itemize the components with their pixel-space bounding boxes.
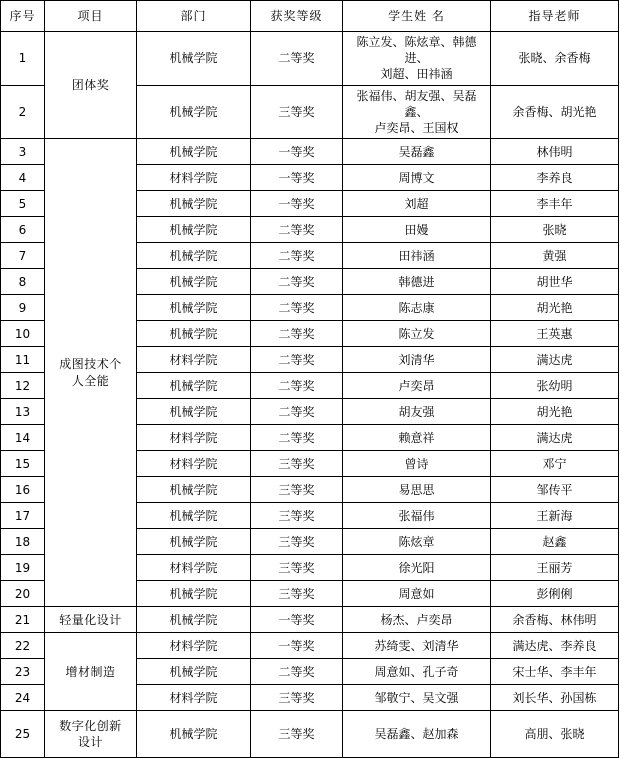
cell-student-line: 刘超 bbox=[404, 196, 429, 211]
cell-level: 二等奖 bbox=[251, 425, 343, 451]
cell-level: 三等奖 bbox=[251, 85, 343, 139]
cell-teacher-line: 邓宁 bbox=[542, 456, 567, 471]
cell-student bbox=[343, 269, 491, 295]
cell-seq: 18 bbox=[1, 529, 45, 555]
cell-student-line: 陈立发 bbox=[398, 326, 435, 341]
table-row bbox=[1, 633, 619, 659]
cell-student-line: 张福伟、胡友强、吴磊鑫、 bbox=[356, 88, 477, 119]
cell-teacher-line: 刘长华、孙国栋 bbox=[512, 690, 597, 705]
cell-seq: 10 bbox=[1, 321, 45, 347]
cell-student-line: 易思思 bbox=[398, 482, 435, 497]
cell-student-line: 卢奕昂 bbox=[398, 378, 435, 393]
cell-teacher-line: 张幼明 bbox=[536, 378, 573, 393]
cell-item-group bbox=[45, 139, 137, 607]
cell-teacher bbox=[491, 529, 619, 555]
cell-level: 三等奖 bbox=[251, 581, 343, 607]
cell-teacher-line: 黄强 bbox=[542, 248, 567, 263]
cell-student-line: 韩德进 bbox=[398, 274, 435, 289]
cell-level: 二等奖 bbox=[251, 269, 343, 295]
cell-student-line: 曾诗 bbox=[404, 456, 429, 471]
cell-teacher-line: 彭俐俐 bbox=[536, 586, 573, 601]
cell-dept: 材料学院 bbox=[137, 425, 251, 451]
cell-teacher-line: 胡光艳 bbox=[536, 404, 573, 419]
cell-dept: 机械学院 bbox=[137, 243, 251, 269]
column-header-student: 学生姓 名 bbox=[343, 1, 491, 32]
cell-student bbox=[343, 425, 491, 451]
cell-seq: 20 bbox=[1, 581, 45, 607]
cell-dept: 机械学院 bbox=[137, 581, 251, 607]
cell-dept: 材料学院 bbox=[137, 165, 251, 191]
cell-seq: 8 bbox=[1, 269, 45, 295]
cell-student bbox=[343, 191, 491, 217]
cell-teacher-line: 满达虎 bbox=[536, 352, 573, 367]
cell-dept: 机械学院 bbox=[137, 32, 251, 86]
cell-item-group bbox=[45, 711, 137, 758]
cell-teacher-line: 赵鑫 bbox=[542, 534, 567, 549]
cell-dept: 机械学院 bbox=[137, 269, 251, 295]
cell-teacher bbox=[491, 555, 619, 581]
cell-teacher-line: 高朋、张晓 bbox=[524, 727, 585, 742]
cell-dept: 机械学院 bbox=[137, 529, 251, 555]
cell-teacher bbox=[491, 269, 619, 295]
cell-student-line: 刘清华 bbox=[398, 352, 435, 367]
cell-student bbox=[343, 451, 491, 477]
cell-seq: 22 bbox=[1, 633, 45, 659]
cell-student bbox=[343, 607, 491, 633]
cell-level: 三等奖 bbox=[251, 477, 343, 503]
table-row bbox=[1, 711, 619, 758]
cell-item-group bbox=[45, 607, 137, 633]
cell-student bbox=[343, 633, 491, 659]
cell-seq: 6 bbox=[1, 217, 45, 243]
cell-seq: 16 bbox=[1, 477, 45, 503]
cell-dept: 机械学院 bbox=[137, 373, 251, 399]
cell-dept: 机械学院 bbox=[137, 607, 251, 633]
cell-teacher bbox=[491, 191, 619, 217]
cell-dept: 机械学院 bbox=[137, 295, 251, 321]
cell-student-line: 胡友强 bbox=[398, 404, 435, 419]
cell-level: 二等奖 bbox=[251, 347, 343, 373]
column-header-teacher: 指导老师 bbox=[491, 1, 619, 32]
cell-level: 一等奖 bbox=[251, 191, 343, 217]
cell-student bbox=[343, 139, 491, 165]
cell-level: 一等奖 bbox=[251, 139, 343, 165]
cell-teacher bbox=[491, 399, 619, 425]
cell-student bbox=[343, 32, 491, 86]
cell-student bbox=[343, 477, 491, 503]
cell-seq: 14 bbox=[1, 425, 45, 451]
cell-teacher bbox=[491, 581, 619, 607]
cell-student-line: 周意如 bbox=[398, 586, 435, 601]
cell-teacher-line: 李养良 bbox=[536, 170, 573, 185]
cell-item-group-line: 数字化创新 bbox=[59, 718, 122, 733]
column-header-item: 项目 bbox=[45, 1, 137, 32]
cell-level: 二等奖 bbox=[251, 659, 343, 685]
cell-item-group-line: 成图技术个 bbox=[59, 357, 122, 372]
cell-teacher bbox=[491, 711, 619, 758]
cell-student-line: 田嫚 bbox=[404, 222, 429, 237]
cell-student bbox=[343, 711, 491, 758]
cell-student-line: 徐光阳 bbox=[398, 560, 435, 575]
cell-teacher bbox=[491, 425, 619, 451]
cell-seq: 5 bbox=[1, 191, 45, 217]
cell-level: 二等奖 bbox=[251, 373, 343, 399]
cell-student-line: 吴磊鑫、赵加森 bbox=[374, 727, 459, 742]
cell-teacher bbox=[491, 165, 619, 191]
cell-student-line: 周博文 bbox=[398, 170, 435, 185]
cell-seq: 25 bbox=[1, 711, 45, 758]
column-header-dept: 部门 bbox=[137, 1, 251, 32]
cell-dept: 机械学院 bbox=[137, 477, 251, 503]
table-header-row bbox=[1, 1, 619, 32]
cell-teacher bbox=[491, 32, 619, 86]
cell-dept: 机械学院 bbox=[137, 139, 251, 165]
cell-teacher bbox=[491, 85, 619, 139]
table-body bbox=[1, 32, 619, 758]
cell-student-line: 苏绮雯、刘清华 bbox=[374, 638, 459, 653]
cell-teacher-line: 满达虎 bbox=[536, 430, 573, 445]
cell-student bbox=[343, 347, 491, 373]
cell-student-line: 田祎涵 bbox=[398, 248, 435, 263]
cell-student-line: 陈炫章 bbox=[398, 534, 435, 549]
cell-item-group-line: 轻量化设计 bbox=[59, 612, 122, 627]
cell-teacher bbox=[491, 477, 619, 503]
cell-dept: 机械学院 bbox=[137, 85, 251, 139]
table-row bbox=[1, 607, 619, 633]
cell-student bbox=[343, 243, 491, 269]
cell-dept: 机械学院 bbox=[137, 191, 251, 217]
cell-student-line: 卢奕昂、王国权 bbox=[374, 120, 459, 135]
cell-student bbox=[343, 165, 491, 191]
cell-dept: 机械学院 bbox=[137, 503, 251, 529]
cell-student bbox=[343, 295, 491, 321]
cell-seq: 13 bbox=[1, 399, 45, 425]
cell-student bbox=[343, 659, 491, 685]
cell-teacher bbox=[491, 347, 619, 373]
cell-student-line: 张福伟 bbox=[398, 508, 435, 523]
cell-level: 三等奖 bbox=[251, 711, 343, 758]
cell-student bbox=[343, 217, 491, 243]
cell-seq: 7 bbox=[1, 243, 45, 269]
cell-dept: 机械学院 bbox=[137, 659, 251, 685]
cell-teacher-line: 邹传平 bbox=[536, 482, 573, 497]
cell-level: 二等奖 bbox=[251, 321, 343, 347]
cell-teacher-line: 王新海 bbox=[536, 508, 573, 523]
cell-teacher bbox=[491, 295, 619, 321]
cell-dept: 材料学院 bbox=[137, 555, 251, 581]
cell-level: 二等奖 bbox=[251, 399, 343, 425]
cell-level: 一等奖 bbox=[251, 165, 343, 191]
cell-student-line: 吴磊鑫 bbox=[398, 144, 435, 159]
cell-teacher bbox=[491, 633, 619, 659]
cell-teacher bbox=[491, 659, 619, 685]
cell-teacher bbox=[491, 321, 619, 347]
cell-seq: 24 bbox=[1, 685, 45, 711]
cell-seq: 11 bbox=[1, 347, 45, 373]
table-header bbox=[1, 1, 619, 32]
cell-dept: 材料学院 bbox=[137, 347, 251, 373]
cell-seq: 19 bbox=[1, 555, 45, 581]
cell-seq: 23 bbox=[1, 659, 45, 685]
cell-teacher bbox=[491, 217, 619, 243]
cell-teacher-line: 林伟明 bbox=[536, 144, 573, 159]
cell-dept: 机械学院 bbox=[137, 399, 251, 425]
cell-teacher bbox=[491, 243, 619, 269]
cell-item-group-line: 设计 bbox=[77, 735, 103, 750]
cell-teacher-line: 王丽芳 bbox=[536, 560, 573, 575]
cell-teacher bbox=[491, 139, 619, 165]
cell-student bbox=[343, 581, 491, 607]
cell-teacher-line: 满达虎、李养良 bbox=[512, 638, 597, 653]
cell-seq: 17 bbox=[1, 503, 45, 529]
cell-dept: 材料学院 bbox=[137, 451, 251, 477]
column-header-seq: 序号 bbox=[1, 1, 45, 32]
cell-seq: 3 bbox=[1, 139, 45, 165]
cell-teacher-line: 胡世华 bbox=[536, 274, 573, 289]
cell-teacher bbox=[491, 607, 619, 633]
cell-teacher-line: 宋士华、李丰年 bbox=[512, 664, 597, 679]
cell-teacher-line: 张晓、余香梅 bbox=[518, 51, 591, 66]
cell-level: 一等奖 bbox=[251, 633, 343, 659]
cell-teacher bbox=[491, 503, 619, 529]
cell-dept: 材料学院 bbox=[137, 633, 251, 659]
cell-level: 二等奖 bbox=[251, 217, 343, 243]
cell-student bbox=[343, 685, 491, 711]
cell-teacher-line: 李丰年 bbox=[536, 196, 573, 211]
cell-level: 二等奖 bbox=[251, 295, 343, 321]
cell-student bbox=[343, 555, 491, 581]
cell-seq: 2 bbox=[1, 85, 45, 139]
cell-seq: 1 bbox=[1, 32, 45, 86]
cell-seq: 21 bbox=[1, 607, 45, 633]
cell-student-line: 刘超、田祎涵 bbox=[380, 67, 453, 82]
cell-item-group bbox=[45, 32, 137, 139]
cell-student bbox=[343, 503, 491, 529]
cell-student bbox=[343, 373, 491, 399]
cell-teacher bbox=[491, 685, 619, 711]
cell-student bbox=[343, 321, 491, 347]
cell-student-line: 邹敬宁、吴文强 bbox=[374, 690, 459, 705]
cell-student bbox=[343, 529, 491, 555]
cell-student-line: 陈志康 bbox=[398, 300, 435, 315]
cell-level: 二等奖 bbox=[251, 32, 343, 86]
cell-level: 三等奖 bbox=[251, 685, 343, 711]
cell-seq: 4 bbox=[1, 165, 45, 191]
cell-dept: 机械学院 bbox=[137, 321, 251, 347]
cell-level: 三等奖 bbox=[251, 451, 343, 477]
cell-dept: 材料学院 bbox=[137, 685, 251, 711]
cell-item-group-line: 增材制造 bbox=[65, 664, 116, 679]
cell-level: 三等奖 bbox=[251, 555, 343, 581]
column-header-level: 获奖等级 bbox=[251, 1, 343, 32]
cell-level: 一等奖 bbox=[251, 607, 343, 633]
cell-level: 三等奖 bbox=[251, 503, 343, 529]
cell-teacher bbox=[491, 451, 619, 477]
table-row bbox=[1, 139, 619, 165]
cell-student-line: 周意如、孔子奇 bbox=[374, 664, 459, 679]
cell-level: 二等奖 bbox=[251, 243, 343, 269]
cell-seq: 12 bbox=[1, 373, 45, 399]
cell-student-line: 陈立发、陈炫章、韩德进、 bbox=[356, 35, 477, 66]
cell-teacher-line: 胡光艳 bbox=[536, 300, 573, 315]
cell-teacher-line: 余香梅、胡光艳 bbox=[512, 104, 597, 119]
cell-item-group bbox=[45, 633, 137, 711]
cell-item-group-line: 人全能 bbox=[71, 373, 110, 388]
cell-dept: 机械学院 bbox=[137, 711, 251, 758]
cell-item-group-line: 团体奖 bbox=[71, 77, 110, 92]
cell-student bbox=[343, 85, 491, 139]
cell-student-line: 赖意祥 bbox=[398, 430, 435, 445]
table-row bbox=[1, 32, 619, 86]
cell-dept: 机械学院 bbox=[137, 217, 251, 243]
cell-student bbox=[343, 399, 491, 425]
cell-teacher-line: 张晓 bbox=[542, 222, 567, 237]
cell-seq: 15 bbox=[1, 451, 45, 477]
cell-teacher-line: 王英惠 bbox=[536, 326, 573, 341]
cell-level: 三等奖 bbox=[251, 529, 343, 555]
cell-teacher bbox=[491, 373, 619, 399]
cell-student-line: 杨杰、卢奕昂 bbox=[380, 612, 453, 627]
cell-seq: 9 bbox=[1, 295, 45, 321]
cell-teacher-line: 余香梅、林伟明 bbox=[512, 612, 597, 627]
